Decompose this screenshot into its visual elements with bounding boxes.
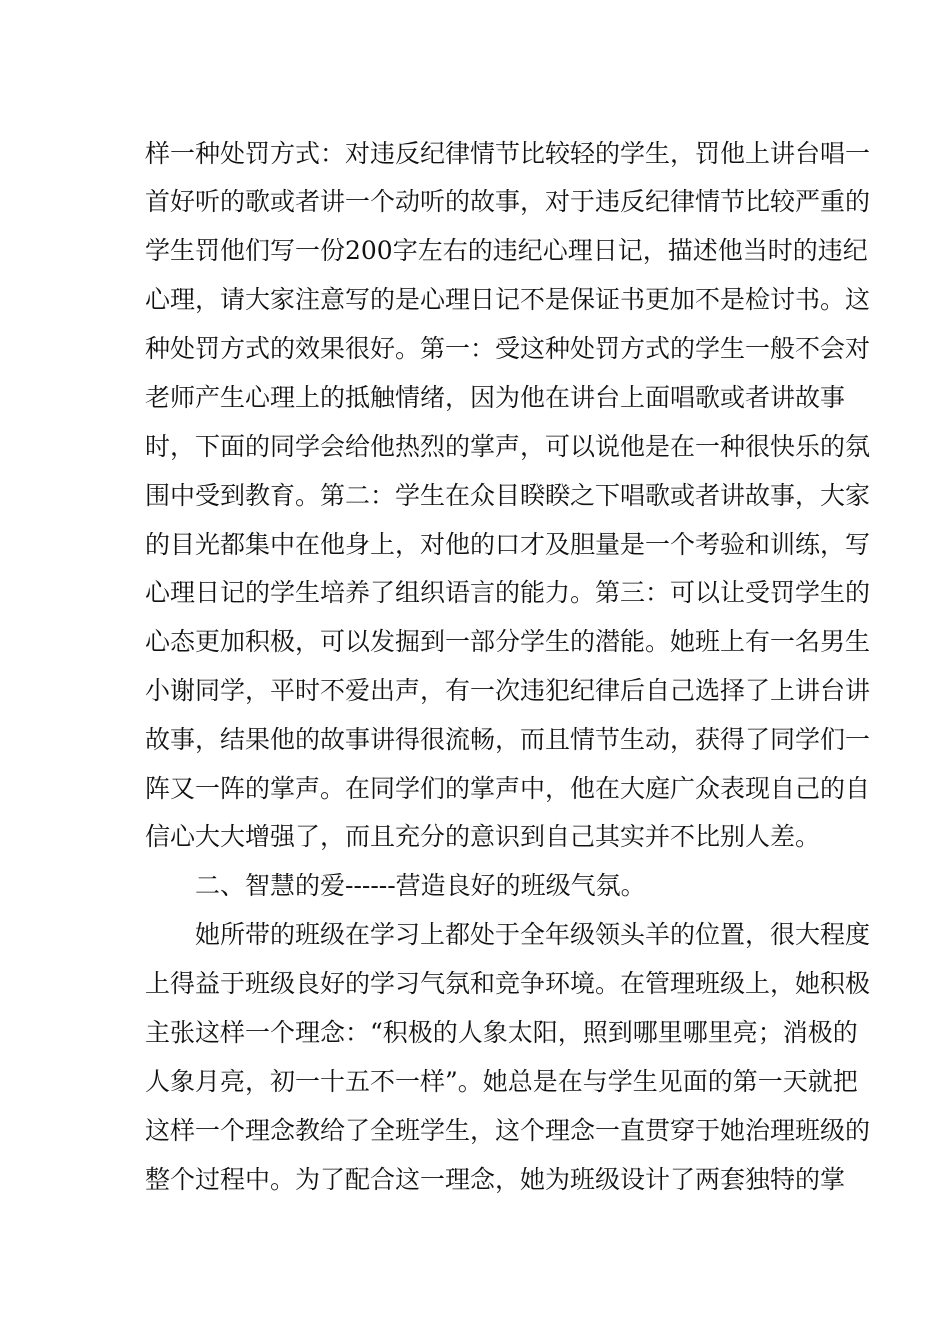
text-line: 信心大大增强了，而且充分的意识到自己其实并不比别人差。 bbox=[145, 822, 821, 851]
text-line: 老师产生心理上的抵触情绪，因为他在讲台上面唱歌或者讲故事 bbox=[145, 383, 846, 412]
text-line: 整个过程中。为了配合这一理念，她为班级设计了两套独特的掌 bbox=[145, 1165, 846, 1194]
text-line: 学生罚他们写一份200字左右的违纪心理日记，描述他当时的违纪 bbox=[145, 236, 868, 265]
text-line: 上得益于班级良好的学习气氛和竞争环境。在管理班级上，她积极 bbox=[145, 969, 871, 998]
text-line: 样一种处罚方式：对违反纪律情节比较轻的学生，罚他上讲台唱一 bbox=[145, 139, 871, 168]
text-line: 她所带的班级在学习上都处于全年级领头羊的位置，很大程度 bbox=[195, 920, 871, 949]
section-heading: 二、智慧的爱------营造良好的班级气氛。 bbox=[195, 871, 646, 900]
text-line: 故事，结果他的故事讲得很流畅，而且情节生动，获得了同学们一 bbox=[145, 725, 871, 754]
text-line: 种处罚方式的效果很好。第一：受这种处罚方式的学生一般不会对 bbox=[145, 334, 871, 363]
text-line: 主张这样一个理念：“积极的人象太阳，照到哪里哪里亮；消极的 bbox=[145, 1018, 858, 1047]
text-line: 这样一个理念教给了全班学生，这个理念一直贯穿于她治理班级的 bbox=[145, 1116, 871, 1145]
text-line: 的目光都集中在他身上，对他的口才及胆量是一个考验和训练，写 bbox=[145, 530, 871, 559]
text-line: 心理，请大家注意写的是心理日记不是保证书更加不是检讨书。这 bbox=[145, 285, 871, 314]
text-line: 围中受到教育。第二：学生在众目睽睽之下唱歌或者讲故事，大家 bbox=[145, 481, 871, 510]
text-line: 小谢同学，平时不爱出声，有一次违犯纪律后自己选择了上讲台讲 bbox=[145, 676, 871, 705]
text-line: 首好听的歌或者讲一个动听的故事，对于违反纪律情节比较严重的 bbox=[145, 187, 871, 216]
text-line: 心态更加积极，可以发掘到一部分学生的潜能。她班上有一名男生 bbox=[145, 627, 871, 656]
text-line: 心理日记的学生培养了组织语言的能力。第三：可以让受罚学生的 bbox=[145, 578, 871, 607]
text-line: 阵又一阵的掌声。在同学们的掌声中，他在大庭广众表现自己的自 bbox=[145, 774, 871, 803]
text-line: 人象月亮，初一十五不一样”。她总是在与学生见面的第一天就把 bbox=[145, 1067, 858, 1096]
text-line: 时，下面的同学会给他热烈的掌声，可以说他是在一种很快乐的氛 bbox=[145, 432, 871, 461]
